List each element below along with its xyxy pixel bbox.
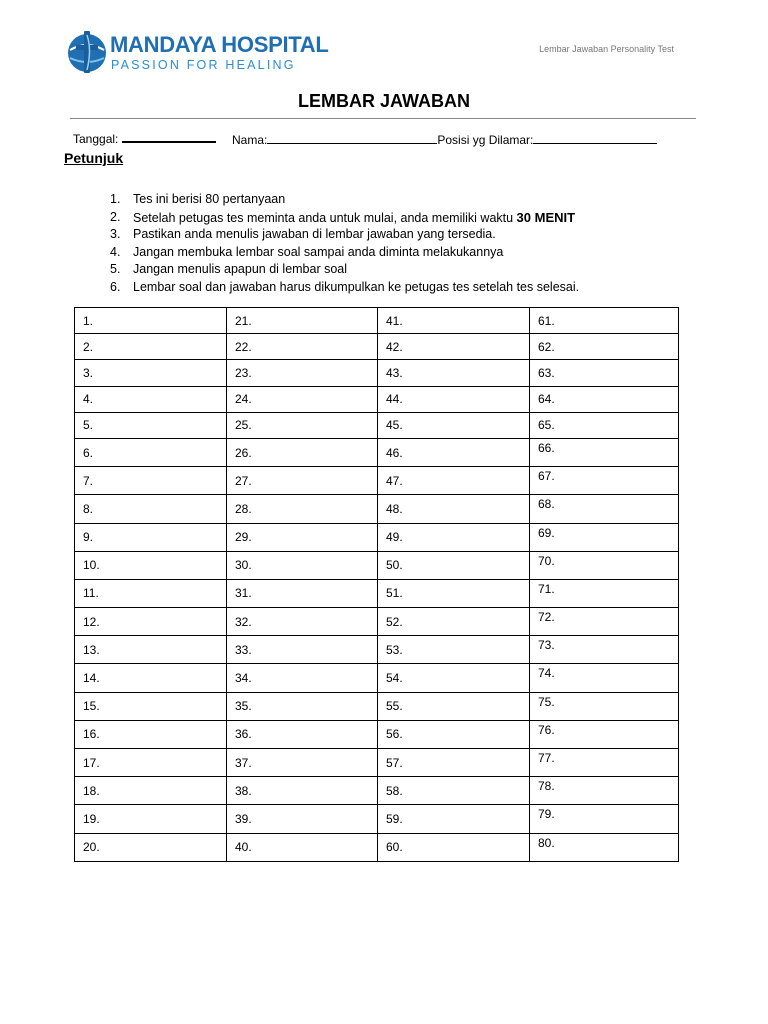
answer-cell[interactable]: 30.: [227, 551, 378, 579]
answer-cell[interactable]: 66.: [530, 438, 679, 466]
answer-cell[interactable]: 78.: [530, 777, 679, 805]
instruction-item: [110, 226, 710, 244]
table-row: [75, 805, 679, 833]
table-row: [75, 664, 679, 692]
tanggal-field[interactable]: [73, 129, 216, 146]
table-row: [75, 833, 679, 861]
instruction-number: 2.: [110, 209, 121, 224]
answer-cell[interactable]: 42.: [378, 334, 530, 360]
answer-cell[interactable]: 80.: [530, 833, 679, 861]
answer-cell[interactable]: 56.: [378, 720, 530, 748]
answer-cell[interactable]: 12.: [75, 608, 227, 636]
answer-cell[interactable]: 13.: [75, 636, 227, 664]
table-row: [75, 467, 679, 495]
answer-cell[interactable]: 3.: [75, 360, 227, 386]
answer-cell[interactable]: 62.: [530, 334, 679, 360]
answer-cell[interactable]: 63.: [530, 360, 679, 386]
answer-cell[interactable]: 72.: [530, 608, 679, 636]
answer-cell[interactable]: 9.: [75, 523, 227, 551]
hospital-cross-globe-icon: [66, 30, 108, 74]
table-row: [75, 386, 679, 412]
answer-cell[interactable]: 36.: [227, 720, 378, 748]
answer-cell[interactable]: 21.: [227, 308, 378, 334]
answer-cell[interactable]: 2.: [75, 334, 227, 360]
instruction-text: Setelah petugas tes meminta anda untuk mulai, anda memiliki waktu: [133, 210, 517, 225]
answer-cell[interactable]: 65.: [530, 412, 679, 438]
answer-cell[interactable]: 1.: [75, 308, 227, 334]
page-title: LEMBAR JAWABAN: [297, 91, 470, 111]
answer-cell[interactable]: 18.: [75, 777, 227, 805]
answer-cell[interactable]: 41.: [378, 308, 530, 334]
answer-cell[interactable]: 22.: [227, 334, 378, 360]
answer-cell[interactable]: 71.: [530, 579, 679, 607]
answer-cell[interactable]: 75.: [530, 692, 679, 720]
answer-cell[interactable]: 16.: [75, 720, 227, 748]
posisi-blank[interactable]: [533, 131, 657, 144]
instructions-heading: Petunjuk: [64, 150, 124, 166]
instruction-text: Jangan menulis apapun di lembar soal: [133, 262, 348, 277]
answer-cell[interactable]: 50.: [378, 551, 530, 579]
table-row: [75, 608, 679, 636]
table-row: [75, 636, 679, 664]
answer-cell[interactable]: 67.: [530, 467, 679, 495]
answer-cell[interactable]: 19.: [75, 805, 227, 833]
answer-cell[interactable]: 64.: [530, 386, 679, 412]
answer-cell[interactable]: 43.: [378, 360, 530, 386]
answer-cell[interactable]: 29.: [227, 523, 378, 551]
answer-cell[interactable]: 45.: [378, 412, 530, 438]
answer-cell[interactable]: 32.: [227, 608, 378, 636]
answer-cell[interactable]: 23.: [227, 360, 378, 386]
instruction-number: 3.: [110, 227, 121, 242]
answer-cell[interactable]: 58.: [378, 777, 530, 805]
table-row: [75, 749, 679, 777]
answer-cell[interactable]: 61.: [530, 308, 679, 334]
table-row: [75, 308, 679, 334]
answer-table: [74, 307, 679, 862]
instruction-item: [110, 261, 710, 279]
answer-cell[interactable]: 10.: [75, 551, 227, 579]
page-header: [66, 30, 696, 78]
answer-cell[interactable]: 40.: [227, 833, 378, 861]
answer-cell[interactable]: 76.: [530, 720, 679, 748]
answer-cell[interactable]: 39.: [227, 805, 378, 833]
answer-cell[interactable]: 15.: [75, 692, 227, 720]
document-label: Lembar Jawaban Personality Test: [539, 44, 674, 54]
instruction-text: Lembar soal dan jawaban harus dikumpulkan ke petugas tes setelah tes selesai.: [133, 279, 580, 294]
answer-cell[interactable]: 79.: [530, 805, 679, 833]
answer-cell[interactable]: 34.: [227, 664, 378, 692]
instruction-item: [110, 244, 710, 262]
answer-cell[interactable]: 57.: [378, 749, 530, 777]
logo-tagline: PASSION FOR HEALING: [111, 58, 296, 72]
table-row: [75, 523, 679, 551]
instruction-text: Tes ini berisi 80 pertanyaan: [133, 192, 286, 206]
nama-field[interactable]: [232, 131, 657, 147]
tanggal-blank[interactable]: [122, 129, 216, 143]
table-row: [75, 551, 679, 579]
answer-cell[interactable]: 28.: [227, 495, 378, 523]
answer-cell[interactable]: 14.: [75, 664, 227, 692]
instruction-number: 6.: [110, 279, 121, 294]
answer-cell[interactable]: 4.: [75, 386, 227, 412]
table-row: [75, 360, 679, 386]
answer-cell[interactable]: 11.: [75, 579, 227, 607]
identity-fields: [73, 129, 693, 151]
answer-cell[interactable]: 49.: [378, 523, 530, 551]
table-row: [75, 412, 679, 438]
instruction-emphasis: 30 MENIT: [516, 209, 576, 225]
answer-cell[interactable]: 33.: [227, 636, 378, 664]
instruction-item: [110, 279, 710, 297]
nama-label: Nama:: [232, 133, 268, 147]
answer-cell[interactable]: 6.: [75, 438, 227, 466]
answer-cell[interactable]: 74.: [530, 664, 679, 692]
answer-cell[interactable]: 70.: [530, 551, 679, 579]
answer-cell[interactable]: 55.: [378, 692, 530, 720]
answer-cell[interactable]: 59.: [378, 805, 530, 833]
table-row: [75, 334, 679, 360]
answer-cell[interactable]: 44.: [378, 386, 530, 412]
answer-cell[interactable]: 27.: [227, 467, 378, 495]
logo-name: MANDAYA HOSPITAL: [110, 32, 329, 57]
instruction-number: 4.: [110, 244, 121, 259]
posisi-label: Posisi yg Dilamar:: [437, 133, 534, 147]
answer-cell[interactable]: 35.: [227, 692, 378, 720]
answer-cell[interactable]: 73.: [530, 636, 679, 664]
answer-cell[interactable]: 7.: [75, 467, 227, 495]
nama-blank[interactable]: [267, 131, 437, 144]
table-row: [75, 579, 679, 607]
hospital-logo: [66, 30, 336, 76]
answer-cell[interactable]: 48.: [378, 495, 530, 523]
table-row: [75, 495, 679, 523]
answer-cell[interactable]: 77.: [530, 749, 679, 777]
answer-cell[interactable]: 68.: [530, 495, 679, 523]
instructions-list: [110, 191, 710, 297]
tanggal-label: Tanggal:: [73, 132, 119, 146]
answer-cell[interactable]: 26.: [227, 438, 378, 466]
instruction-number: 5.: [110, 262, 121, 277]
answer-cell[interactable]: 31.: [227, 579, 378, 607]
table-row: [75, 720, 679, 748]
answer-cell[interactable]: 53.: [378, 636, 530, 664]
answer-cell[interactable]: 60.: [378, 833, 530, 861]
table-row: [75, 438, 679, 466]
answer-cell[interactable]: 46.: [378, 438, 530, 466]
answer-cell[interactable]: 38.: [227, 777, 378, 805]
answer-cell[interactable]: 52.: [378, 608, 530, 636]
instruction-text: Pastikan anda menulis jawaban di lembar jawaban yang tersedia.: [133, 227, 496, 242]
table-row: [75, 777, 679, 805]
answer-cell[interactable]: 5.: [75, 412, 227, 438]
answer-cell[interactable]: 51.: [378, 579, 530, 607]
instruction-text: Jangan membuka lembar soal sampai anda diminta melakukannya: [133, 244, 504, 259]
instruction-item: [110, 191, 710, 209]
instruction-item: [110, 209, 710, 227]
table-row: [75, 692, 679, 720]
answer-cell[interactable]: 17.: [75, 749, 227, 777]
answer-cell[interactable]: 25.: [227, 412, 378, 438]
answer-cell[interactable]: 37.: [227, 749, 378, 777]
instruction-number: 1.: [110, 192, 121, 206]
answer-cell[interactable]: 24.: [227, 386, 378, 412]
answer-cell[interactable]: 20.: [75, 833, 227, 861]
answer-cell[interactable]: 54.: [378, 664, 530, 692]
answer-cell[interactable]: 47.: [378, 467, 530, 495]
answer-cell[interactable]: 8.: [75, 495, 227, 523]
answer-cell[interactable]: 69.: [530, 523, 679, 551]
title-divider: [70, 118, 696, 119]
